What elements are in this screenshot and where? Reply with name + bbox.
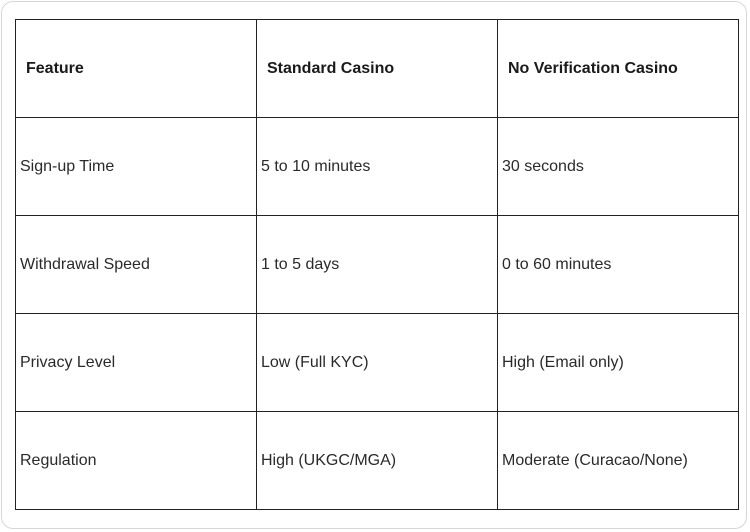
cell-feature: Sign-up Time [16,118,257,216]
cell-no-verification: High (Email only) [498,314,739,412]
table-row [16,216,739,314]
cell-standard: High (UKGC/MGA) [257,412,498,510]
header-feature: Feature [16,20,257,118]
cell-standard: Low (Full KYC) [257,314,498,412]
cell-no-verification: Moderate (Curacao/None) [498,412,739,510]
header-no-verification-casino: No Verification Casino [498,20,739,118]
table-row [16,412,739,510]
header-standard-casino: Standard Casino [257,20,498,118]
cell-feature: Withdrawal Speed [16,216,257,314]
cell-feature: Regulation [16,412,257,510]
cell-standard: 5 to 10 minutes [257,118,498,216]
table-row [16,314,739,412]
table-header-row [16,20,739,118]
table-row [16,118,739,216]
cell-no-verification: 30 seconds [498,118,739,216]
cell-standard: 1 to 5 days [257,216,498,314]
comparison-table [15,19,739,510]
table-card [1,1,747,529]
cell-no-verification: 0 to 60 minutes [498,216,739,314]
cell-feature: Privacy Level [16,314,257,412]
